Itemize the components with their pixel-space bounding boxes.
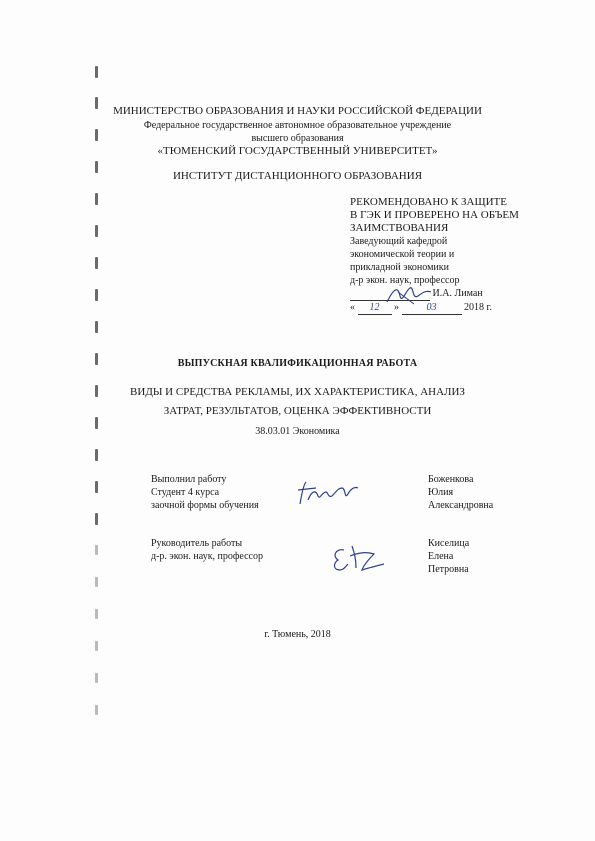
date-month: 03	[402, 301, 462, 315]
binding-mark	[95, 66, 98, 78]
approver-position-3: прикладной экономики	[350, 262, 449, 273]
student-name-block	[428, 473, 493, 512]
binding-mark	[95, 321, 98, 333]
binding-mark	[95, 577, 98, 587]
date-close-quote: »	[394, 302, 399, 313]
binding-mark	[95, 513, 98, 525]
student-first-name: Юлия	[428, 487, 454, 498]
student-surname: Боженкова	[428, 474, 474, 485]
topic-line-2: ЗАТРАТ, РЕЗУЛЬТАТОВ, ОЦЕНКА ЭФФЕКТИВНОСТИ	[163, 405, 432, 417]
binding-mark	[95, 705, 98, 715]
work-type-title: ВЫПУСКНАЯ КВАЛИФИКАЦИОННАЯ РАБОТА	[177, 358, 418, 369]
supervisor-patronymic: Петровна	[428, 564, 469, 575]
supervisor-role-block	[151, 537, 263, 563]
approver-position-1: Заведующий кафедрой	[350, 236, 448, 247]
binding-mark	[95, 289, 98, 301]
approval-line-3: ЗАИМСТВОВАНИЯ	[350, 222, 449, 234]
institute-name: ИНСТИТУТ ДИСТАНЦИОННОГО ОБРАЗОВАНИЯ	[172, 170, 423, 182]
binding-mark	[95, 257, 98, 269]
higher-education-line: высшего образования	[251, 133, 344, 144]
approver-position-2: экономической теории и	[350, 249, 455, 260]
topic-line-1: ВИДЫ И СРЕДСТВА РЕКЛАМЫ, ИХ ХАРАКТЕРИСТИКА, АНАЛИЗ	[130, 386, 465, 398]
ministry-heading: МИНИСТЕРСТВО ОБРАЗОВАНИЯ И НАУКИ РОССИЙСКОЙ ФЕДЕРАЦИИ	[113, 105, 482, 117]
approver-degree: д-р экон. наук, профессор	[350, 275, 460, 286]
supervisor-first-name: Елена	[428, 551, 454, 562]
student-role-block	[151, 473, 259, 512]
date-open-quote: «	[350, 302, 355, 313]
binding-mark	[95, 481, 98, 493]
specialty-code: 38.03.01 Экономика	[255, 426, 340, 437]
binding-mark	[95, 193, 98, 205]
approver-signature-line	[350, 287, 550, 301]
student-signature-image	[292, 478, 362, 508]
binding-mark	[95, 641, 98, 651]
supervisor-role-1: Руководитель работы	[151, 538, 243, 549]
binding-mark	[95, 673, 98, 683]
university-name: «ТЮМЕНСКИЙ ГОСУДАРСТВЕННЫЙ УНИВЕРСИТЕТ»	[157, 145, 438, 157]
student-role-2: Студент 4 курса	[151, 487, 220, 498]
binding-mark	[95, 545, 98, 555]
date-year: 2018 г.	[464, 302, 492, 313]
student-role-1: Выполнил работу	[151, 474, 227, 485]
supervisor-signature-image	[326, 540, 388, 576]
student-patronymic: Александровна	[428, 500, 494, 511]
binding-mark	[95, 609, 98, 619]
supervisor-surname: Киселица	[428, 538, 470, 549]
student-role-3: заочной формы обучения	[151, 500, 259, 511]
approver-name: И.А. Лиман	[432, 288, 483, 299]
approver-signature-image	[384, 282, 434, 308]
binding-mark	[95, 449, 98, 461]
date-day: 12	[358, 301, 392, 315]
approval-date	[350, 301, 550, 315]
federal-institution-line: Федеральное государственное автономное образовательное учреждение	[143, 120, 452, 131]
approval-line-1: РЕКОМЕНДОВАНО К ЗАЩИТЕ	[350, 196, 507, 208]
city-year: г. Тюмень, 2018	[264, 629, 331, 640]
approval-block	[350, 196, 550, 315]
supervisor-name-block	[428, 537, 469, 576]
supervisor-role-2: д-р. экон. наук, профессор	[151, 551, 263, 562]
approval-line-2: В ГЭК И ПРОВЕРЕНО НА ОБЪЕМ	[350, 209, 519, 221]
binding-mark	[95, 225, 98, 237]
